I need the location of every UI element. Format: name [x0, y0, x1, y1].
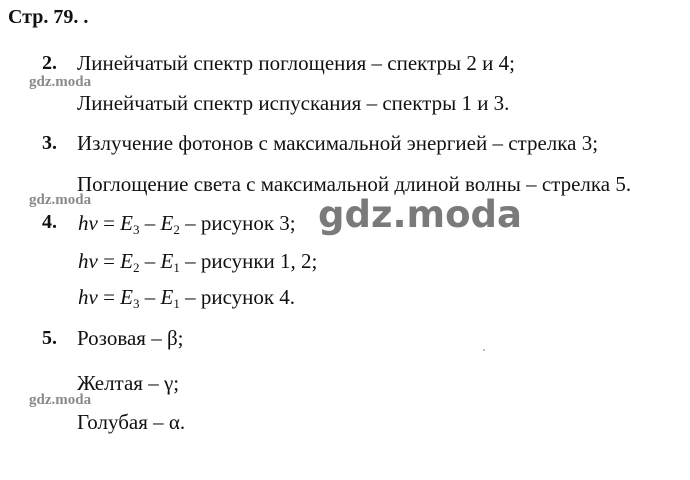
watermark-small: gdz.moda: [29, 392, 92, 408]
formula-subscript: 2: [133, 260, 140, 275]
item-number: 3.: [42, 132, 57, 154]
formula-subscript: 3: [133, 296, 140, 311]
item-line: Поглощение света с максимальной длиной волны – стрелка 5.: [77, 172, 632, 196]
formula-subscript: 1: [173, 296, 180, 311]
item-line: Розовая – β;: [77, 326, 184, 350]
item-line: Линейчатый спектр поглощения – спектры 2 и 4;: [77, 51, 515, 75]
watermark-small: gdz.moda: [29, 74, 92, 90]
formula-subscript: 3: [133, 222, 140, 237]
formula-term: E: [160, 285, 174, 309]
item-number: 2.: [42, 52, 57, 74]
formula-line: $h\nu = E_2 - E_1$ – рисунки 1, 2;: [78, 249, 318, 275]
formula-tail: – рисунок 4.: [179, 285, 296, 309]
watermark-large: gdz.moda: [318, 193, 522, 236]
item-line: Голубая – α.: [77, 410, 186, 434]
formula-term: E: [160, 211, 174, 235]
formula-term: E: [120, 211, 133, 235]
watermark-small: gdz.moda: [29, 192, 92, 208]
formula-term: E: [120, 285, 133, 309]
speck-mark: [483, 349, 485, 351]
item-line: Желтая – γ;: [77, 371, 180, 395]
formula-term: E: [120, 249, 133, 273]
formula-line: $h\nu = E_3 - E_2$ – рисунок 3;: [78, 211, 296, 237]
page-title: Стр. 79. .: [8, 6, 89, 28]
item-number: 4.: [42, 211, 57, 233]
item-number: 5.: [42, 327, 57, 349]
formula-subscript: 1: [173, 260, 180, 275]
formula-lhs: hν: [78, 285, 98, 309]
formula-term: E: [160, 249, 174, 273]
formula-lhs: hν: [78, 211, 98, 235]
formula-tail: – рисунки 1, 2;: [179, 249, 318, 273]
formula-subscript: 2: [173, 222, 180, 237]
formula-lhs: hν: [78, 249, 98, 273]
item-line: Линейчатый спектр испускания – спектры 1 и 3.: [77, 91, 510, 115]
formula-line: $h\nu = E_3 - E_1$ – рисунок 4.: [78, 285, 296, 311]
formula-tail: – рисунок 3;: [179, 211, 296, 235]
item-line: Излучение фотонов с максимальной энергией – стрелка 3;: [77, 131, 599, 155]
